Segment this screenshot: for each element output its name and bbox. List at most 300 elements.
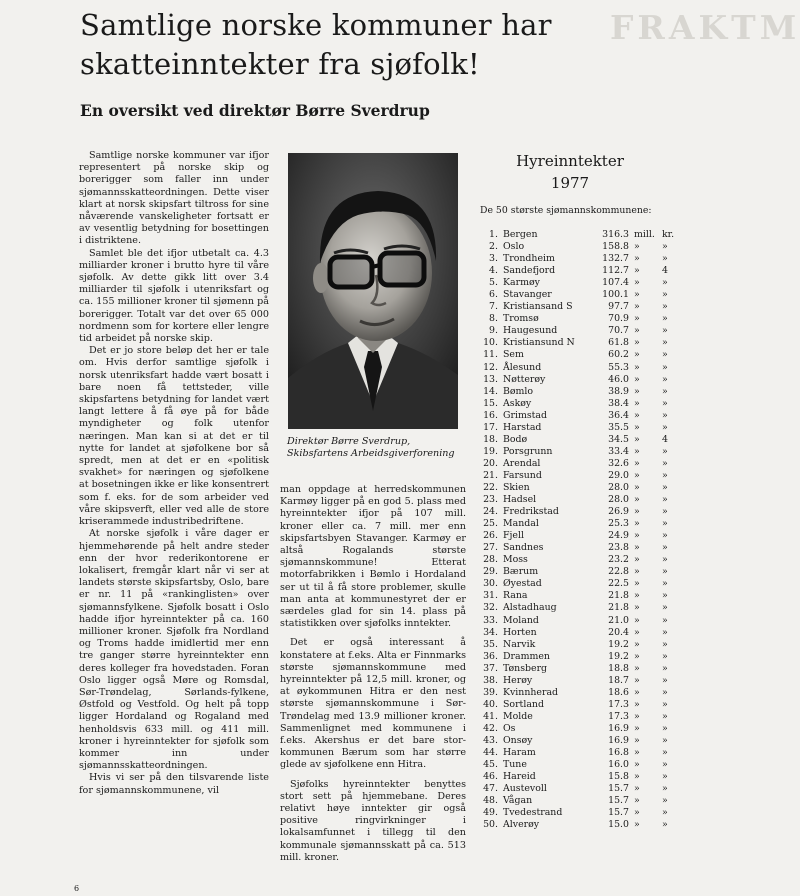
article-column-2 xyxy=(280,484,466,864)
unit-cell: » xyxy=(634,783,640,795)
table-row xyxy=(476,530,698,542)
table-row xyxy=(476,325,698,337)
municipality-cell: Moland xyxy=(503,614,539,626)
unit-cell: » xyxy=(634,445,640,457)
table-row xyxy=(476,374,698,386)
table-title-year: 1977 xyxy=(550,174,590,192)
rank-cell: 49. xyxy=(483,807,498,819)
municipality-cell: Onsøy xyxy=(503,734,533,746)
table-row xyxy=(476,301,698,313)
unit-cell: » xyxy=(634,662,640,674)
unit-cell: » xyxy=(662,337,668,349)
table-row xyxy=(476,434,698,446)
municipality-cell: Mandal xyxy=(503,518,539,530)
value-cell: 38.4 xyxy=(608,397,629,409)
rank-cell: 23. xyxy=(483,494,498,506)
rank-cell: 12. xyxy=(483,361,498,373)
municipality-cell: Sandnes xyxy=(503,542,544,554)
value-cell: 36.4 xyxy=(608,409,629,421)
municipality-cell: Narvik xyxy=(503,638,536,650)
unit-cell: kr. xyxy=(662,229,675,240)
municipality-cell: Hadsel xyxy=(503,494,537,506)
municipality-cell: Fredrikstad xyxy=(503,506,559,518)
paragraph: At norske sjøfolk i våre dager er hjemmehørende på helt andre steder enn der hvor rederikontorene er lokalisert, fremgår klart når vi ser at landets største skipsfartsby, Oslo, bare er nr. 11 på «rankinglisten» over sjømannsfylkene. Sjøfolk bosatt i Oslo hadde ifjor hyreinntekter på ca. 160 millioner kroner. Sjøfolk fra Nordland og Troms hadde imidlertid mer enn tre ganger større hyreinntekter enn deres kolleger fra hovedstaden. Foran Oslo ligger også Møre og Romsdal, Sør-Trøndelag, Sørlands-fylkene, Østfold og Vestfold. Og helt på topp ligger Hordaland og Rogaland med henholdsvis 633 mill. og 411 mill. kroner i hyreinntekter for sjøfolk som kommer inn under sjømannsskatteordningen. xyxy=(79,528,269,772)
value-cell: 15.7 xyxy=(608,807,629,819)
value-cell: 32.6 xyxy=(608,457,629,469)
value-cell: 61.8 xyxy=(608,337,629,349)
municipality-cell: Grimstad xyxy=(503,409,548,421)
unit-cell: » xyxy=(634,253,640,265)
value-cell: 18.6 xyxy=(608,686,629,698)
unit-cell: » xyxy=(662,325,668,337)
unit-cell: » xyxy=(634,361,640,373)
unit-cell: » xyxy=(634,807,640,819)
rank-cell: 11. xyxy=(483,349,498,361)
unit-cell: » xyxy=(634,301,640,313)
value-cell: 46.0 xyxy=(608,373,629,385)
rank-cell: 10. xyxy=(483,337,498,349)
unit-cell: » xyxy=(634,313,640,325)
unit-cell: » xyxy=(662,253,668,265)
rank-cell: 1. xyxy=(489,229,498,240)
table-row xyxy=(476,699,698,711)
rank-cell: 38. xyxy=(483,674,498,686)
table-row xyxy=(476,807,698,819)
unit-cell: » xyxy=(662,313,668,325)
unit-cell: » xyxy=(662,349,668,361)
value-cell: 25.3 xyxy=(608,518,629,530)
value-cell: 16.8 xyxy=(608,747,629,759)
unit-cell: » xyxy=(634,566,640,578)
table-row xyxy=(476,446,698,458)
unit-cell: » xyxy=(634,722,640,734)
value-cell: 107.4 xyxy=(602,277,629,289)
table-row xyxy=(476,554,698,566)
table-row xyxy=(476,265,698,277)
value-cell: 316.3 xyxy=(602,229,629,240)
municipality-cell: Oslo xyxy=(503,241,525,253)
municipality-cell: Kristiansund N xyxy=(503,337,575,349)
value-cell: 18.7 xyxy=(608,674,629,686)
unit-cell: » xyxy=(662,759,668,771)
unit-cell: » xyxy=(634,457,640,469)
municipality-cell: Øyestad xyxy=(503,578,542,590)
rank-cell: 35. xyxy=(483,638,498,650)
value-cell: 28.0 xyxy=(608,481,629,493)
rank-cell: 44. xyxy=(483,747,498,759)
paragraph: man oppdage at herredskommunen Karmøy ligger på en god 5. plass med hyreinntekter ifjor på 107 mill. kroner eller ca. 7 mill. mer enn skipsfartsbyen Stavanger. Karmøy er altså Rogalands største sjømannskommune! Etterat motorfabrikken i Bømlo i Hordaland ser ut til å få store problemer, skulle man anta at kommunestyret der er særdeles glad for sin 14. plass på statistikken over sjøfolks inntekter. xyxy=(280,484,466,630)
portrait-image xyxy=(288,153,458,429)
value-cell: 15.7 xyxy=(608,783,629,795)
value-cell: 22.5 xyxy=(608,578,629,590)
value-cell: 15.0 xyxy=(608,819,629,831)
unit-cell: » xyxy=(662,289,668,301)
municipality-cell: Alstadhaug xyxy=(503,602,557,614)
municipality-cell: Alverøy xyxy=(503,819,540,831)
municipality-cell: Ålesund xyxy=(503,361,542,373)
rank-cell: 28. xyxy=(483,554,498,566)
unit-cell: » xyxy=(662,626,668,638)
unit-cell: » xyxy=(662,409,668,421)
table-row xyxy=(476,723,698,735)
rank-cell: 4. xyxy=(489,265,498,277)
unit-cell: » xyxy=(662,590,668,602)
municipality-cell: Sandefjord xyxy=(503,265,556,277)
unit-cell: » xyxy=(662,397,668,409)
table-row xyxy=(476,362,698,374)
rank-cell: 40. xyxy=(483,698,498,710)
unit-cell: » xyxy=(634,578,640,590)
municipality-cell: Vågan xyxy=(503,795,533,807)
unit-cell: 4 xyxy=(662,433,668,445)
unit-cell: » xyxy=(662,795,668,807)
article-column-1 xyxy=(79,150,269,797)
unit-cell: » xyxy=(662,518,668,530)
table-row xyxy=(476,506,698,518)
caption-line: Skibsfartens Arbeidsgiverforening xyxy=(287,448,455,460)
table-row xyxy=(476,566,698,578)
value-cell: 19.2 xyxy=(608,650,629,662)
value-cell: 33.4 xyxy=(608,445,629,457)
unit-cell: » xyxy=(662,506,668,518)
value-cell: 35.5 xyxy=(608,421,629,433)
unit-cell: » xyxy=(634,698,640,710)
rank-cell: 41. xyxy=(483,710,498,722)
unit-cell: » xyxy=(662,301,668,313)
rank-cell: 46. xyxy=(483,771,498,783)
unit-cell: » xyxy=(634,469,640,481)
municipality-cell: Bergen xyxy=(503,229,538,240)
table-row xyxy=(476,771,698,783)
unit-cell: » xyxy=(662,481,668,493)
rank-cell: 3. xyxy=(489,253,498,265)
rank-cell: 8. xyxy=(489,313,498,325)
paragraph: Samlet ble det ifjor utbetalt ca. 4.3 milliarder kroner i brutto hyre til våre sjøfolk. Av dette gikk litt over 3.4 milliarder til sjøfolk i utenriksfart og ca. 155 millioner kroner til sjømenn på borerigger. Totalt var det over 65 000 nordmenn som for kortere eller lengre tid arbeidet på norske skip. xyxy=(79,247,269,345)
municipality-cell: Tune xyxy=(503,759,527,771)
rank-cell: 18. xyxy=(483,433,498,445)
table-row xyxy=(476,494,698,506)
rank-cell: 22. xyxy=(483,481,498,493)
rank-cell: 36. xyxy=(483,650,498,662)
rank-cell: 37. xyxy=(483,662,498,674)
value-cell: 112.7 xyxy=(602,265,629,277)
unit-cell: » xyxy=(662,277,668,289)
unit-cell: » xyxy=(634,277,640,289)
rank-cell: 50. xyxy=(483,819,498,831)
table-row xyxy=(476,639,698,651)
unit-cell: » xyxy=(634,373,640,385)
municipality-cell: Tvedestrand xyxy=(503,807,563,819)
table-row xyxy=(476,241,698,253)
rank-cell: 39. xyxy=(483,686,498,698)
value-cell: 70.9 xyxy=(608,313,629,325)
ranking-table xyxy=(476,229,698,831)
paragraph: Sjøfolks hyreinntekter benyttes stort sett på hjemmebane. Deres relativt høye inntekter gir også positive ringvirkninger i lokalsamfunnet i tillegg til den kommunale sjømannsskatt på ca. 513 mill. kroner. xyxy=(280,778,466,863)
municipality-cell: Kristiansand S xyxy=(503,301,573,313)
table-row xyxy=(476,711,698,723)
unit-cell: » xyxy=(662,710,668,722)
photo-caption xyxy=(287,436,463,461)
municipality-cell: Bodø xyxy=(503,433,528,445)
value-cell: 158.8 xyxy=(602,241,629,253)
value-cell: 22.8 xyxy=(608,566,629,578)
paragraph: Hvis vi ser på den tilsvarende liste for sjømannskommunene, vil xyxy=(79,772,269,796)
rank-cell: 43. xyxy=(483,734,498,746)
unit-cell: » xyxy=(662,457,668,469)
unit-cell: » xyxy=(634,795,640,807)
unit-cell: » xyxy=(634,614,640,626)
table-row xyxy=(476,735,698,747)
unit-cell: » xyxy=(634,265,640,277)
bleed-through-text: FRAKTM xyxy=(610,8,800,47)
unit-cell: » xyxy=(634,421,640,433)
table-title xyxy=(480,150,660,194)
unit-cell: » xyxy=(662,674,668,686)
unit-cell: » xyxy=(634,590,640,602)
table-row xyxy=(476,253,698,265)
municipality-cell: Horten xyxy=(503,626,537,638)
unit-cell: » xyxy=(662,734,668,746)
unit-cell: » xyxy=(634,337,640,349)
table-row xyxy=(476,518,698,530)
rank-cell: 27. xyxy=(483,542,498,554)
table-row xyxy=(476,229,698,241)
municipality-cell: Drammen xyxy=(503,650,550,662)
municipality-cell: Arendal xyxy=(503,457,541,469)
municipality-cell: Bærum xyxy=(503,566,539,578)
table-row xyxy=(476,687,698,699)
municipality-cell: Fjell xyxy=(503,530,524,542)
caption-line: Direktør Børre Sverdrup, xyxy=(287,436,411,447)
unit-cell: » xyxy=(634,650,640,662)
unit-cell: » xyxy=(634,819,640,831)
unit-cell: » xyxy=(662,614,668,626)
unit-cell: » xyxy=(634,626,640,638)
value-cell: 16.9 xyxy=(608,722,629,734)
table-row xyxy=(476,651,698,663)
value-cell: 29.0 xyxy=(608,469,629,481)
unit-cell: » xyxy=(662,819,668,831)
table-row xyxy=(476,578,698,590)
rank-cell: 42. xyxy=(483,722,498,734)
rank-cell: 33. xyxy=(483,614,498,626)
value-cell: 15.8 xyxy=(608,771,629,783)
rank-cell: 20. xyxy=(483,457,498,469)
rank-cell: 17. xyxy=(483,421,498,433)
rank-cell: 30. xyxy=(483,578,498,590)
page-number: 6 xyxy=(74,884,80,893)
unit-cell: » xyxy=(662,662,668,674)
rank-cell: 5. xyxy=(489,277,498,289)
municipality-cell: Haram xyxy=(503,747,536,759)
municipality-cell: Rana xyxy=(503,590,528,602)
table-row xyxy=(476,349,698,361)
municipality-cell: Karmøy xyxy=(503,277,540,289)
unit-cell: » xyxy=(634,686,640,698)
table-row xyxy=(476,398,698,410)
unit-cell: » xyxy=(634,494,640,506)
rank-cell: 9. xyxy=(489,325,498,337)
table-row xyxy=(476,819,698,831)
value-cell: 19.2 xyxy=(608,638,629,650)
table-row xyxy=(476,795,698,807)
unit-cell: 4 xyxy=(662,265,668,277)
value-cell: 100.1 xyxy=(602,289,629,301)
unit-cell: » xyxy=(634,349,640,361)
value-cell: 28.0 xyxy=(608,494,629,506)
unit-cell: » xyxy=(634,554,640,566)
unit-cell: mill. xyxy=(634,229,655,240)
rank-cell: 6. xyxy=(489,289,498,301)
table-title-line: Hyreinntekter xyxy=(516,152,624,170)
value-cell: 23.2 xyxy=(608,554,629,566)
value-cell: 34.5 xyxy=(608,433,629,445)
unit-cell: » xyxy=(634,385,640,397)
unit-cell: » xyxy=(634,481,640,493)
paragraph: Samtlige norske kommuner var ifjor representert på norske skip og borerigger som faller inn under sjømannsskatteordningen. Dette viser klart at norsk skipsfart tiltross for sine nåværende vanskeligheter fortsatt er av vesentlig betydning for bosettingen i distriktene. xyxy=(79,150,269,247)
rank-cell: 2. xyxy=(489,241,498,253)
paragraph: Det er også interessant å konstatere at f.eks. Alta er Finnmarks største sjømannskommune med hyreinntekter på 12,5 mill. kroner, og at øykommunen Hitra er den nest største sjømannskommune i Sør-Trøndelag med 13.9 millioner kroner. Sammenlignet med kommunene i f.eks. Akershus er det bare stor-kommunen Bærum som har større glede av sjøfolkene enn Hitra. xyxy=(280,637,466,771)
value-cell: 21.8 xyxy=(608,590,629,602)
value-cell: 38.9 xyxy=(608,385,629,397)
table-subtitle: De 50 største sjømannskommunene: xyxy=(480,205,652,216)
unit-cell: » xyxy=(634,409,640,421)
table-row xyxy=(476,759,698,771)
value-cell: 23.8 xyxy=(608,542,629,554)
unit-cell: » xyxy=(634,506,640,518)
unit-cell: » xyxy=(634,241,640,253)
rank-cell: 14. xyxy=(483,385,498,397)
portrait-photo xyxy=(288,153,458,429)
rank-cell: 16. xyxy=(483,409,498,421)
table-row xyxy=(476,590,698,602)
unit-cell: » xyxy=(662,783,668,795)
value-cell: 21.8 xyxy=(608,602,629,614)
municipality-cell: Hareid xyxy=(503,771,536,783)
value-cell: 24.9 xyxy=(608,530,629,542)
municipality-cell: Askøy xyxy=(503,397,532,409)
table-row xyxy=(476,470,698,482)
unit-cell: » xyxy=(662,385,668,397)
unit-cell: » xyxy=(634,289,640,301)
rank-cell: 32. xyxy=(483,602,498,614)
value-cell: 132.7 xyxy=(602,253,629,265)
table-row xyxy=(476,663,698,675)
table-row xyxy=(476,627,698,639)
table-row xyxy=(476,783,698,795)
municipality-cell: Nøtterøy xyxy=(503,373,546,385)
unit-cell: » xyxy=(634,747,640,759)
municipality-cell: Moss xyxy=(503,554,528,566)
value-cell: 17.3 xyxy=(608,710,629,722)
unit-cell: » xyxy=(634,674,640,686)
municipality-cell: Herøy xyxy=(503,674,533,686)
table-row xyxy=(476,542,698,554)
municipality-cell: Porsgrunn xyxy=(503,445,553,457)
rank-cell: 19. xyxy=(483,445,498,457)
rank-cell: 48. xyxy=(483,795,498,807)
value-cell: 21.0 xyxy=(608,614,629,626)
unit-cell: » xyxy=(634,397,640,409)
table-row xyxy=(476,337,698,349)
rank-cell: 29. xyxy=(483,566,498,578)
unit-cell: » xyxy=(662,722,668,734)
municipality-cell: Trondheim xyxy=(503,253,555,265)
value-cell: 26.9 xyxy=(608,506,629,518)
rank-cell: 45. xyxy=(483,759,498,771)
rank-cell: 26. xyxy=(483,530,498,542)
table-row xyxy=(476,747,698,759)
municipality-cell: Kvinnherad xyxy=(503,686,559,698)
table-row xyxy=(476,313,698,325)
unit-cell: » xyxy=(662,445,668,457)
table-row xyxy=(476,482,698,494)
unit-cell: » xyxy=(634,734,640,746)
value-cell: 60.2 xyxy=(608,349,629,361)
unit-cell: » xyxy=(662,373,668,385)
headline: Samtlige norske kommuner har skatteinntekter fra sjøfolk! xyxy=(80,8,552,81)
rank-cell: 34. xyxy=(483,626,498,638)
table-row xyxy=(476,602,698,614)
unit-cell: » xyxy=(662,602,668,614)
table-row xyxy=(476,277,698,289)
table-row xyxy=(476,289,698,301)
paragraph: Det er jo store beløp det her er tale om. Hvis derfor samtlige sjøfolk i norsk utenriksfart hadde vært bosatt i bare noen få tettsteder, ville skipsfartens betydning for landet vært langt lettere å få øye på for både myndigheter og folk utenfor næringen. Man kan si at det er til nytte for landet at sjøfolkene bor så spredt, men at det er en «politisk svakhet» for næringen og sjøfolkene at bosetningen ikke er like konsentrert som f. eks. for de som arbeider ved våre skipsverft, eller ved alle de store kriserammede industribedriftene. xyxy=(79,345,269,528)
municipality-cell: Molde xyxy=(503,710,533,722)
unit-cell: » xyxy=(662,686,668,698)
unit-cell: » xyxy=(662,771,668,783)
value-cell: 16.9 xyxy=(608,734,629,746)
municipality-cell: Sortland xyxy=(503,698,544,710)
rank-cell: 15. xyxy=(483,397,498,409)
unit-cell: » xyxy=(662,494,668,506)
table-row xyxy=(476,422,698,434)
unit-cell: » xyxy=(662,747,668,759)
unit-cell: » xyxy=(634,771,640,783)
rank-cell: 31. xyxy=(483,590,498,602)
value-cell: 97.7 xyxy=(608,301,629,313)
value-cell: 15.7 xyxy=(608,795,629,807)
unit-cell: » xyxy=(662,241,668,253)
subtitle: En oversikt ved direktør Børre Sverdrup xyxy=(80,101,430,120)
table-row xyxy=(476,675,698,687)
value-cell: 55.3 xyxy=(608,361,629,373)
unit-cell: » xyxy=(662,554,668,566)
unit-cell: » xyxy=(662,566,668,578)
unit-cell: » xyxy=(634,710,640,722)
municipality-cell: Stavanger xyxy=(503,289,552,301)
value-cell: 70.7 xyxy=(608,325,629,337)
unit-cell: » xyxy=(634,433,640,445)
rank-cell: 13. xyxy=(483,373,498,385)
rank-cell: 7. xyxy=(489,301,498,313)
unit-cell: » xyxy=(662,650,668,662)
unit-cell: » xyxy=(634,325,640,337)
table-row xyxy=(476,410,698,422)
table-row xyxy=(476,458,698,470)
unit-cell: » xyxy=(662,530,668,542)
unit-cell: » xyxy=(662,542,668,554)
unit-cell: » xyxy=(634,759,640,771)
rank-cell: 24. xyxy=(483,506,498,518)
unit-cell: » xyxy=(662,578,668,590)
unit-cell: » xyxy=(634,602,640,614)
municipality-cell: Sem xyxy=(503,349,524,361)
municipality-cell: Haugesund xyxy=(503,325,558,337)
municipality-cell: Tromsø xyxy=(503,313,539,325)
unit-cell: » xyxy=(634,542,640,554)
municipality-cell: Tønsberg xyxy=(503,662,548,674)
